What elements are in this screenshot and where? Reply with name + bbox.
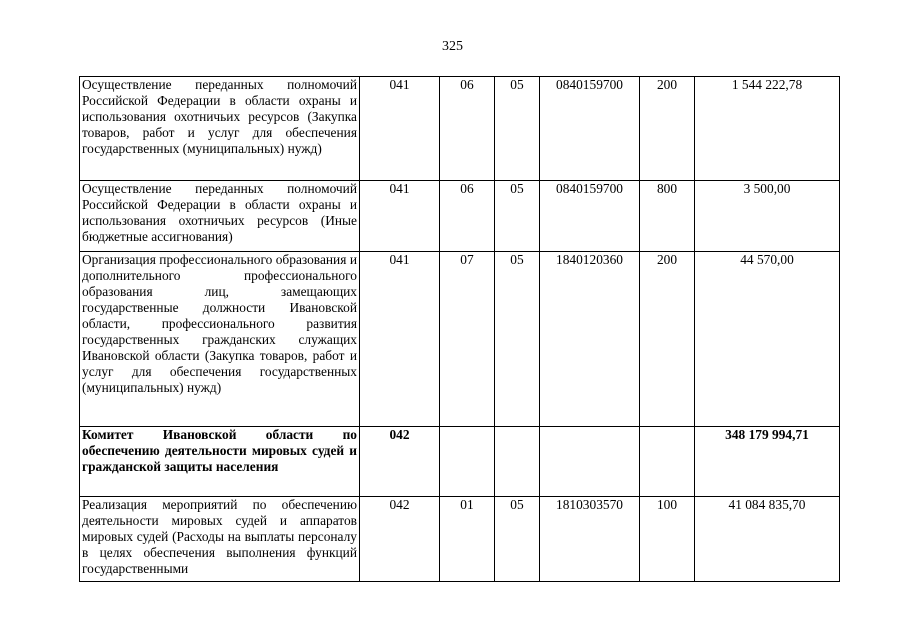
- target-article-code: 0840159700: [540, 181, 640, 252]
- subsection-code: 05: [495, 181, 540, 252]
- table-row: [80, 252, 840, 427]
- amount: 41 084 835,70: [695, 497, 840, 582]
- budget-table: [79, 76, 840, 582]
- row-description: Осуществление переданных полномочий Российской Федерации в области охраны и использования охотничьих ресурсов (Закупка товаров, работ и услуг для обеспечения государственных (муниципальных) нужд): [80, 77, 360, 181]
- amount: 44 570,00: [695, 252, 840, 427]
- amount: 3 500,00: [695, 181, 840, 252]
- expense-type-code: 800: [640, 181, 695, 252]
- table-row: [80, 181, 840, 252]
- target-article-code: [540, 427, 640, 497]
- section-code: 07: [440, 252, 495, 427]
- table-row: [80, 77, 840, 181]
- amount: 348 179 994,71: [695, 427, 840, 497]
- section-code: [440, 427, 495, 497]
- target-article-code: 1810303570: [540, 497, 640, 582]
- expense-type-code: [640, 427, 695, 497]
- expense-type-code: 200: [640, 77, 695, 181]
- row-description: Реализация мероприятий по обеспечению деятельности мировых судей и аппаратов мировых судей (Расходы на выплаты персоналу в целях обеспечения выполнения функций государственными: [80, 497, 360, 582]
- ministry-code: 042: [360, 427, 440, 497]
- expense-type-code: 200: [640, 252, 695, 427]
- amount: 1 544 222,78: [695, 77, 840, 181]
- row-description: Комитет Ивановской области по обеспечению деятельности мировых судей и гражданской защиты населения: [80, 427, 360, 497]
- target-article-code: 0840159700: [540, 77, 640, 181]
- ministry-code: 042: [360, 497, 440, 582]
- page-number: 325: [442, 39, 463, 54]
- table-row-department-total: [80, 427, 840, 497]
- ministry-code: 041: [360, 181, 440, 252]
- target-article-code: 1840120360: [540, 252, 640, 427]
- ministry-code: 041: [360, 252, 440, 427]
- row-description: Осуществление переданных полномочий Российской Федерации в области охраны и использования охотничьих ресурсов (Иные бюджетные ассигнования): [80, 181, 360, 252]
- subsection-code: 05: [495, 77, 540, 181]
- table-row: [80, 497, 840, 582]
- subsection-code: 05: [495, 497, 540, 582]
- section-code: 06: [440, 181, 495, 252]
- section-code: 01: [440, 497, 495, 582]
- expense-type-code: 100: [640, 497, 695, 582]
- section-code: 06: [440, 77, 495, 181]
- subsection-code: 05: [495, 252, 540, 427]
- ministry-code: 041: [360, 77, 440, 181]
- row-description: Организация профессионального образования и дополнительного профессионального образования лиц, замещающих государственные должности Ивановской области, профессионального развития государственных гражданских служащих Ивановской области (Закупка товаров, работ и услуг для обеспечения государственных (муниципальных) нужд): [80, 252, 360, 427]
- subsection-code: [495, 427, 540, 497]
